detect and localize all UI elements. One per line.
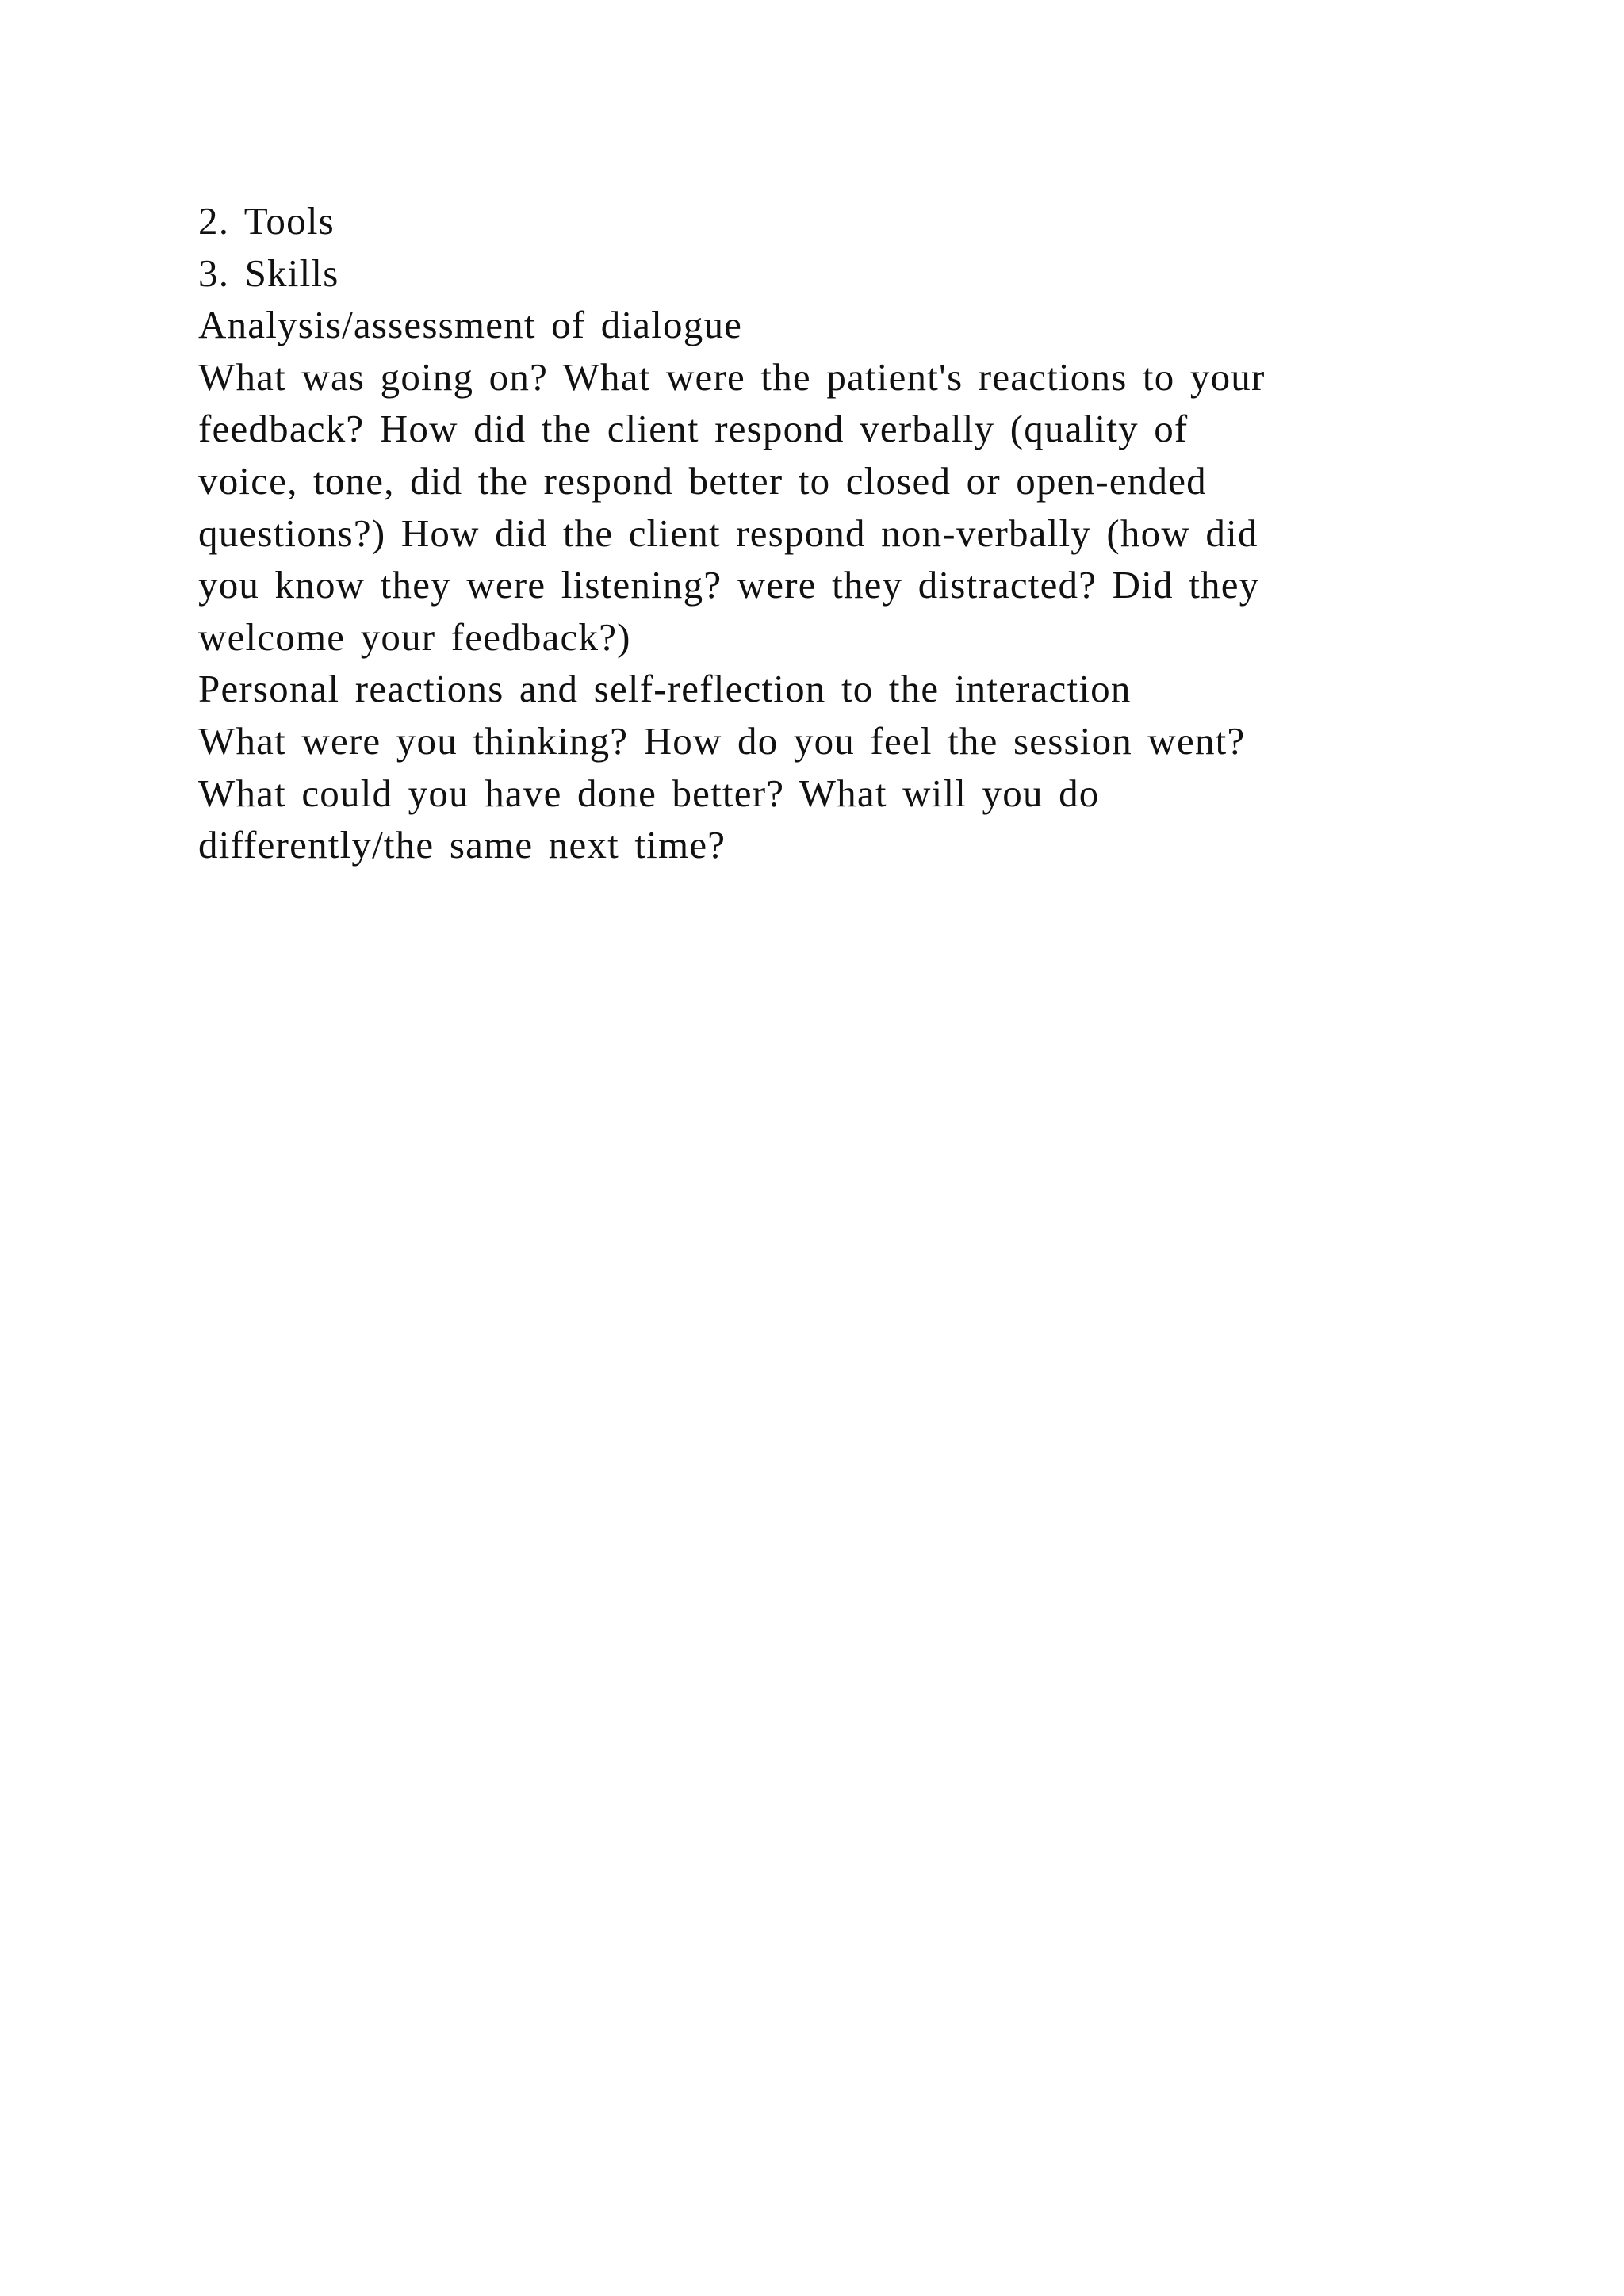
analysis-text-line: you know they were listening? were they distracted? Did they [198,563,1260,607]
list-item-tools: 2. Tools [198,199,335,243]
reflection-text-line: What could you have done better? What will you do [198,771,1100,815]
analysis-text-line: feedback? How did the client respond verbally (quality of [198,407,1189,451]
reflection-text-line: What were you thinking? How do you feel the session went? [198,718,1246,763]
analysis-text-line: voice, tone, did the respond better to closed or open-ended [198,458,1207,503]
document-body [198,195,1435,871]
section-heading-personal-reactions: Personal reactions and self-reflection to the interaction [198,667,1132,711]
analysis-text-line: welcome your feedback?) [198,614,631,659]
reflection-text-line: differently/the same next time? [198,823,726,867]
list-item-skills: 3. Skills [198,251,339,295]
analysis-text-line: questions?) How did the client respond non-verbally (how did [198,511,1258,555]
section-heading-analysis: Analysis/assessment of dialogue [198,303,743,347]
analysis-text-line: What was going on? What were the patient's reactions to your [198,354,1266,399]
